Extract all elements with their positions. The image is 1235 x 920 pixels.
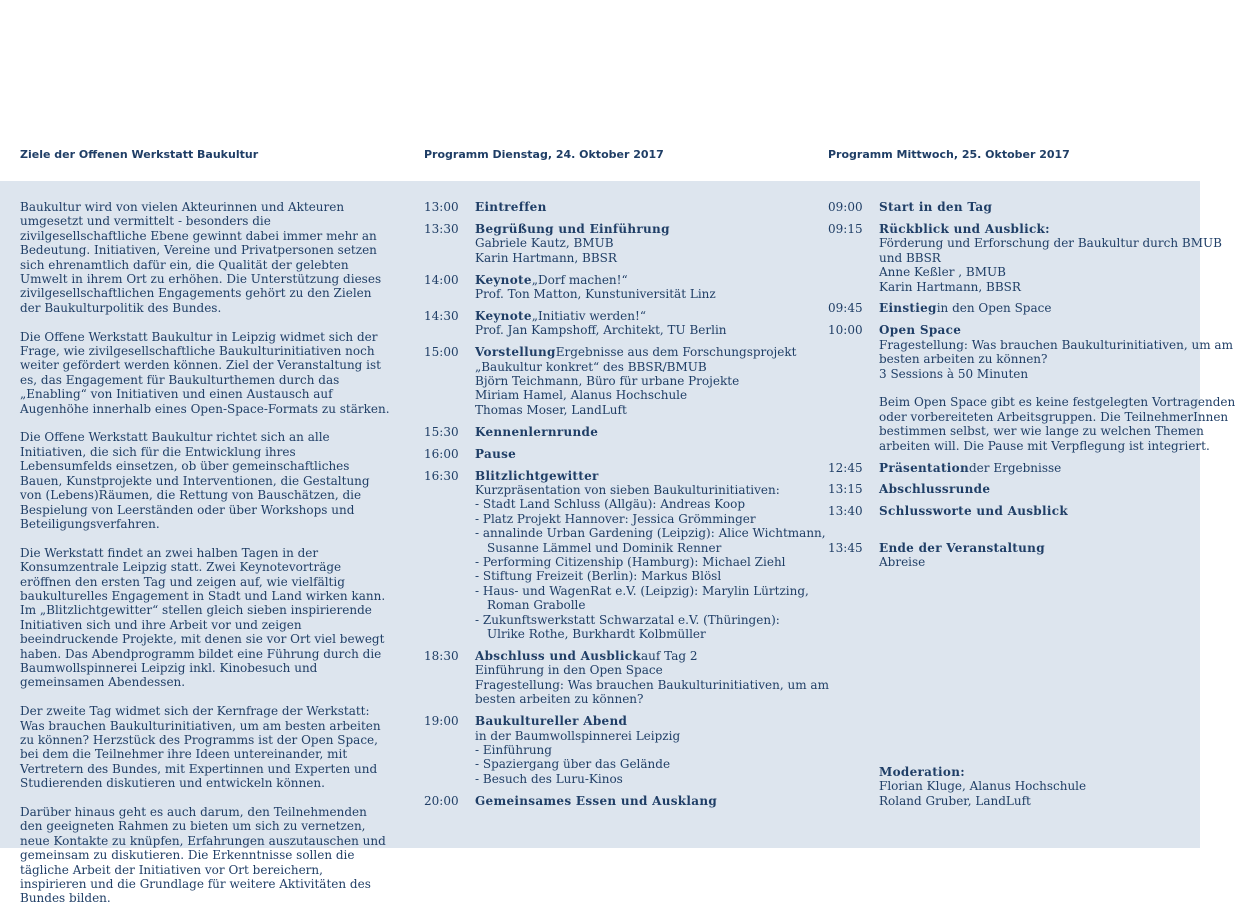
schedule-entry [424,447,804,461]
schedule-detail: - Einführung [475,742,552,757]
schedule-entry [424,200,804,214]
schedule-title: Blitzlichtgewitter [475,468,599,483]
schedule-detail: - Haus- und WagenRat e.V. (Leipzig): Marylin Lürtzing, [475,583,809,598]
schedule-title: Präsentation [879,460,969,475]
schedule-detail: - annalinde Urban Gardening (Leipzig): Alice Wichtmann, [475,526,826,541]
schedule-title: Abschluss und Ausblick [475,648,641,663]
schedule-heading [879,301,1188,315]
schedule-detail: Gabriele Kautz, BMUB [475,236,614,251]
schedule-title: Pause [475,446,517,461]
schedule-title-rest: auf Tag 2 [641,648,698,663]
schedule-heading [475,469,804,483]
schedule-detail: oder vorbereiteten Arbeitsgruppen. Die TeilnehmerInnen [879,409,1229,424]
schedule-heading [879,541,1188,555]
schedule-title: Rückblick und Ausblick: [879,221,1050,236]
schedule-time: 15:30 [424,424,459,439]
schedule-detail: Fragestellung: Was brauchen Baukulturinitiativen, um am [475,677,829,692]
schedule-title: Einstieg [879,301,937,316]
schedule-entry [424,273,804,302]
schedule-time: 12:45 [828,460,863,475]
schedule-title-rest: in den Open Space [936,301,1052,316]
schedule-entry [828,482,1188,496]
intro-paragraph: Der zweite Tag widmet sich der Kernfrage der Werkstatt: Was brauchen Baukulturinitiativen, um am besten arbeiten zu können? Herzstück des Programms ist der Open Space, bei dem die Teilnehmer ihre Ideen untereinander, mit Vertretern des Bundes, mit Expertinnen und Experten und Studierenden diskutieren und entwickeln können. [20,704,381,791]
schedule-heading [475,309,804,323]
schedule-detail: bestimmen selbst, wer wie lange zu welchen Themen [879,424,1204,439]
schedule-time: 16:00 [424,446,459,461]
schedule-heading [475,714,804,728]
schedule-time: 15:00 [424,345,459,360]
schedule-detail: „Baukultur konkret“ des BBSR/BMUB [475,359,707,374]
schedule-title-rest: „Dorf machen!“ [531,272,628,287]
schedule-time: 18:30 [424,648,459,663]
moderation-block [828,765,1188,808]
schedule-detail: Karin Hartmann, BBSR [475,250,617,265]
schedule-entry [424,468,826,642]
schedule-detail: Einführung in den Open Space [475,663,663,678]
schedule-time: 09:00 [828,200,863,214]
schedule-time: 20:00 [424,793,459,808]
schedule-time: 16:30 [424,468,459,483]
moderation-title: Moderation: [879,765,965,779]
schedule-title: Open Space [879,323,962,338]
schedule-entry [424,714,804,786]
schedule-title: Begrüßung und Einführung [475,221,670,236]
schedule-detail: Miriam Hamel, Alanus Hochschule [475,388,688,403]
schedule-detail: und BBSR [879,250,941,265]
schedule-detail: Fragestellung: Was brauchen Baukulturinitiativen, um am [879,337,1233,352]
tuesday-program [424,200,829,808]
schedule-entry [828,504,1188,518]
schedule-title-rest: der Ergebnisse [969,460,1062,475]
schedule-heading [475,273,804,287]
intro-paragraph: Die Werkstatt findet an zwei halben Tagen in der Konsumzentrale Leipzig statt. Zwei Keynotevorträge eröffnen den ersten Tag und zeigen auf, wie vielfältig baukulturelles Engagement in Stadt und Land wirken kann. Im „Blitzlichtgewitter“ stellen gleich sieben inspirierende Initiativen sich und ihre Arbeit vor und zeigen beeindruckende Projekte, mit denen sie vor Ort viel bewegt haben. Das Abendprogramm bildet eine Führung durch die Baumwollspinnerei Leipzig inkl. Kinobesuch und gemeinsamen Abendessen. [20,545,386,690]
schedule-heading [475,425,804,439]
schedule-entry [828,541,1188,570]
schedule-detail: - Stadt Land Schluss (Allgäu): Andreas Koop [475,497,746,512]
schedule-entry [828,323,1235,453]
schedule-detail: - Besuch des Luru-Kinos [475,771,623,786]
schedule-time: 13:00 [424,200,459,214]
schedule-detail: Karin Hartmann, BBSR [879,279,1021,294]
schedule-detail: 3 Sessions à 50 Minuten [879,366,1029,381]
wednesday-heading: Programm Mittwoch, 25. Oktober 2017 [828,148,1070,161]
schedule-title: Gemeinsames Essen und Ausklang [475,793,718,808]
schedule-entry [828,221,1222,294]
schedule-detail: Kurzpräsentation von sieben Baukulturinitiativen: [475,483,780,497]
schedule-detail: Susanne Lämmel und Dominik Renner [487,540,722,555]
schedule-title: Schlussworte und Ausblick [879,504,1068,519]
schedule-title: Vorstellung [475,345,556,360]
schedule-detail: in der Baumwollspinnerei Leipzig [475,728,681,743]
schedule-entry [424,309,804,338]
schedule-heading [475,649,804,663]
schedule-title: Start in den Tag [879,200,993,214]
intro-paragraph: Darüber hinaus geht es auch darum, den Teilnehmenden den geeigneten Rahmen zu bieten um sich zu vernetzen, neue Kontakte zu knüpfen, Erfahrungen auszutauschen und gemeinsam zu diskutieren. Die Erkenntnisse sollen die tägliche Arbeit der Initiativen vor Ort bereichern, inspirieren und die Grundlage für weitere Aktivitäten des Bundes bilden. [20,804,386,906]
schedule-title-rest: „Initiativ werden!“ [531,308,646,323]
schedule-detail: - Performing Citizenship (Hamburg): Michael Ziehl [475,555,786,570]
schedule-detail: Förderung und Erforschung der Baukultur durch BMUB [879,236,1222,251]
schedule-heading [879,461,1188,475]
schedule-title: Keynote [475,308,532,323]
schedule-time: 13:30 [424,221,459,236]
wednesday-program [828,200,1235,570]
intro-text [20,200,390,920]
schedule-detail: Beim Open Space gibt es keine festgelegten Vortragenden [879,395,1235,410]
schedule-time: 13:15 [828,482,863,497]
intro-paragraph: Die Offene Werkstatt Baukultur in Leipzig widmet sich der Frage, wie zivilgesellschaftliche Baukulturinitiativen noch weiter gefördert werden können. Ziel der Veranstaltung ist es, das Engagement für Baukulturthemen durch das „Enabling“ von Initiativen und einen Austausch auf Augenhöhe innerhalb eines Open-Space-Formats zu stärken. [20,329,390,416]
schedule-time: 13:45 [828,540,863,555]
schedule-title: Abschlussrunde [879,482,991,497]
goals-heading: Ziele der Offenen Werkstatt Baukultur [20,148,259,161]
schedule-detail: Prof. Ton Matton, Kunstuniversität Linz [475,287,716,302]
intro-paragraph: Die Offene Werkstatt Baukultur richtet sich an alle Initiativen, die sich für die Entwicklung ihres Lebensumfelds einsetzen, ob über gemeinschaftliches Bauen, Kunstprojekte und Interventionen, die Gestaltung von (Lebens)Räumen, die Rettung von Bauschätzen, die Bespielung von Leerständen oder über Workshops und Beteiligungsverfahren. [20,430,370,531]
schedule-detail: - Zukunftswerkstatt Schwarzatal e.V. (Thüringen): [475,612,780,627]
tuesday-heading: Programm Dienstag, 24. Oktober 2017 [424,148,664,161]
schedule-detail: - Spaziergang über das Gelände [475,757,671,772]
schedule-heading [879,482,1188,496]
schedule-heading [475,200,804,214]
schedule-heading [879,200,1188,214]
schedule-time: 19:00 [424,714,459,729]
schedule-entry [828,461,1188,475]
schedule-title: Keynote [475,272,532,287]
schedule-heading [879,504,1188,518]
schedule-detail: Thomas Moser, LandLuft [475,402,627,417]
moderator-line: Roland Gruber, LandLuft [879,793,1031,808]
schedule-detail [879,381,1188,395]
schedule-entry [828,200,1188,214]
schedule-detail: Prof. Jan Kampshoff, Architekt, TU Berlin [475,323,727,338]
schedule-time: 14:30 [424,308,459,323]
schedule-heading [475,222,804,236]
moderator-line: Florian Kluge, Alanus Hochschule [879,779,1087,794]
schedule-time: 13:40 [828,504,863,519]
schedule-heading [879,323,1188,337]
schedule-entry [424,222,804,265]
schedule-heading [475,345,804,359]
schedule-title: Baukultureller Abend [475,714,628,729]
schedule-detail: besten arbeiten zu können? [475,692,644,707]
schedule-detail: Björn Teichmann, Büro für urbane Projekte [475,374,740,389]
schedule-heading [475,794,804,808]
schedule-heading [879,222,1188,236]
schedule-entry [424,425,804,439]
schedule-time: 09:45 [828,301,863,316]
intro-paragraph: Baukultur wird von vielen Akteurinnen und Akteuren umgesetzt und vermittelt - besonders die zivilgesellschaftliche Ebene gewinnt dabei immer mehr an Bedeutung. Initiativen, Vereine und Privatpersonen setzen sich ehrenamtlich dafür ein, die Qualität der gelebten Umwelt in ihrem Ort zu erhöhen. Die Unterstützung dieses zivilgesellschaftlichen Engagements gehört zu den Zielen der Baukulturpolitik des Bundes. [20,200,382,315]
schedule-detail: Anne Keßler , BMUB [879,265,1006,280]
schedule-entry [424,794,804,808]
schedule-detail: - Stiftung Freizeit (Berlin): Markus Blösl [475,569,722,584]
schedule-detail: besten arbeiten zu können? [879,352,1048,367]
schedule-detail: Roman Grabolle [487,598,586,613]
schedule-title: Kennenlernrunde [475,424,599,439]
schedule-detail: arbeiten will. Die Pause mit Verpflegung ist integriert. [879,438,1210,453]
schedule-title-rest: Ergebnisse aus dem Forschungsprojekt [555,345,797,360]
schedule-heading [475,447,804,461]
schedule-entry [828,301,1188,315]
schedule-title: Ende der Veranstaltung [879,540,1045,555]
schedule-entry [424,648,829,707]
schedule-time: 14:00 [424,272,459,287]
schedule-title: Eintreffen [475,200,547,214]
schedule-time: 10:00 [828,323,863,338]
schedule-entry [424,345,804,417]
schedule-time: 09:15 [828,221,863,236]
schedule-detail: - Platz Projekt Hannover: Jessica Grömminger [475,511,756,526]
schedule-detail: Ulrike Rothe, Burkhardt Kolbmüller [487,627,706,642]
schedule-detail: Abreise [879,555,926,570]
